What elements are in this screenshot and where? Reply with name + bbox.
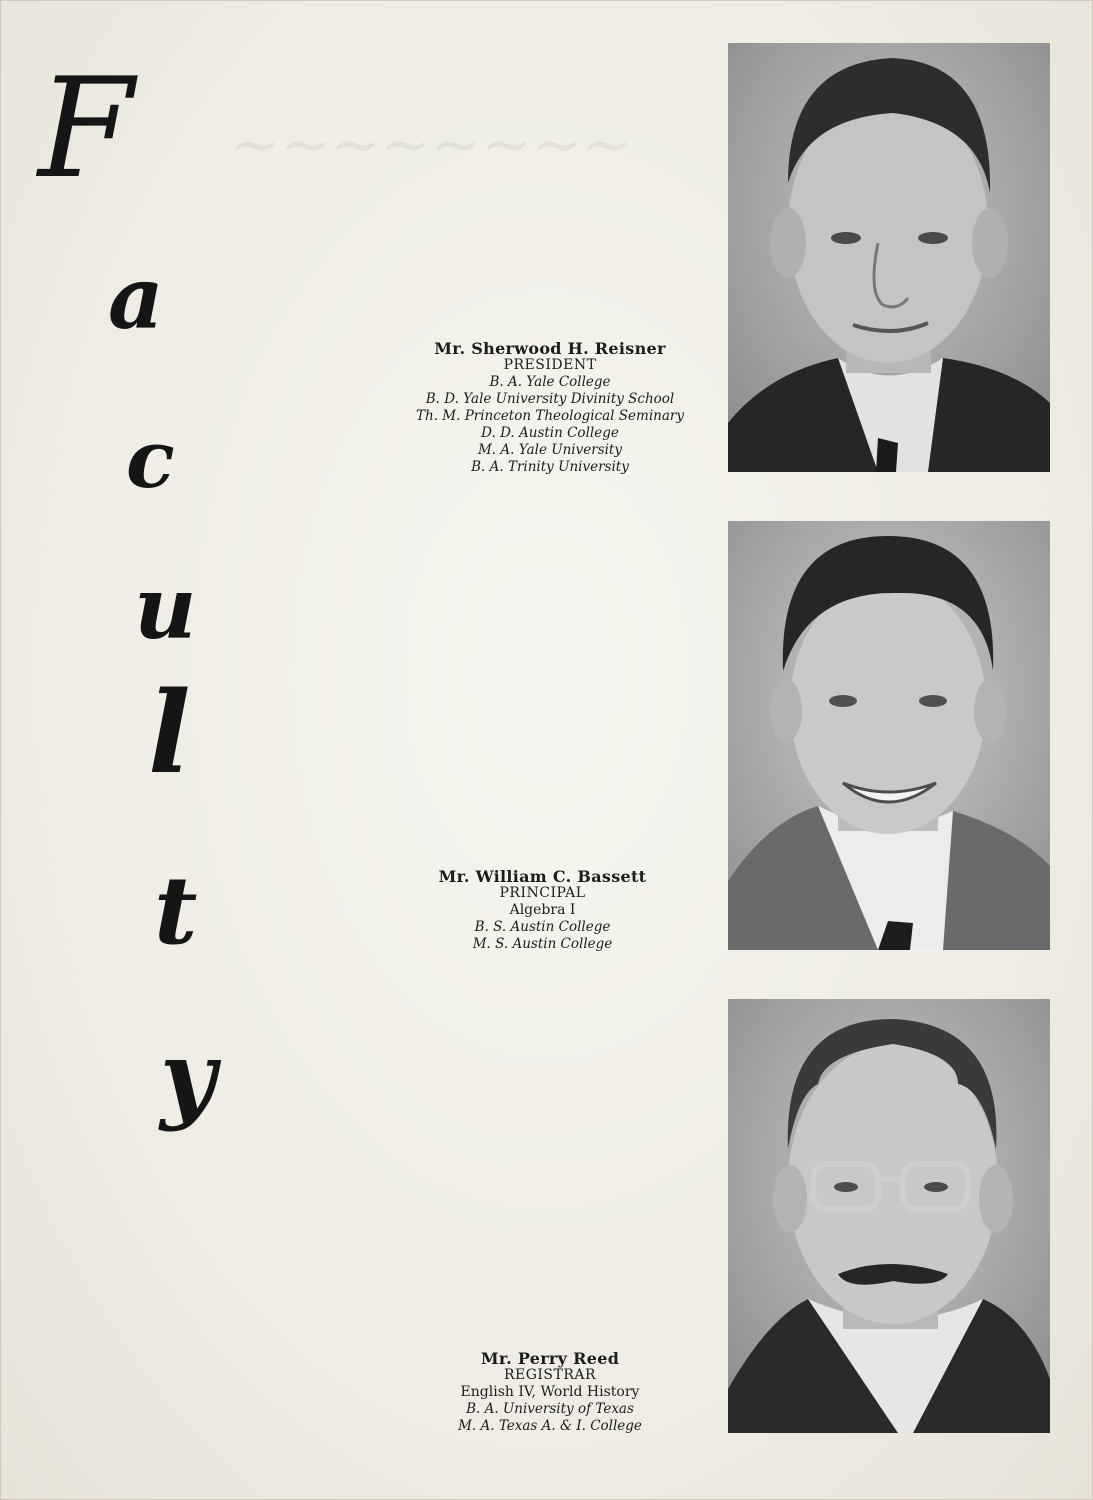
portrait-photo-reed [728,999,1050,1433]
bleed-through-texture: ~~~~~~~~ [230,110,633,180]
heading-letter: y [160,1020,216,1133]
faculty-title: PRINCIPAL [499,885,586,901]
faculty-degree: M. S. Austin College [472,936,613,952]
faculty-name: Mr. William C. Bassett [438,867,647,886]
portrait-photo-reisner [728,43,1050,472]
faculty-subject: English IV, World History [460,1384,640,1400]
heading-letter: u [134,558,197,659]
heading-letter: l [148,668,191,799]
faculty-heading [0,0,260,1500]
faculty-name: Mr. Perry Reed [480,1349,620,1368]
portrait-man-smiling-icon [728,521,1050,950]
faculty-degree: Th. M. Princeton Theological Seminary [416,408,684,424]
faculty-degree: B. A. University of Texas [466,1401,634,1417]
portrait-man-dark-suit-icon [728,43,1050,472]
heading-letter: t [154,856,198,966]
faculty-degree: D. D. Austin College [481,425,619,441]
heading-letter: F [38,48,130,209]
faculty-name: Mr. Sherwood H. Reisner [434,339,666,358]
portrait-photo-bassett [728,521,1050,950]
faculty-degree: B. S. Austin College [474,919,611,935]
heading-letter: a [108,248,164,349]
faculty-caption-bassett [400,868,685,953]
heading-letter: c [126,412,175,506]
faculty-degree: B. D. Yale University Divinity School [425,391,675,407]
portrait-man-glasses-icon [728,999,1050,1433]
faculty-degree: B. A. Trinity University [471,459,629,475]
faculty-title: REGISTRAR [503,1367,597,1383]
faculty-degree: M. A. Yale University [477,442,622,458]
faculty-degree: M. A. Texas A. & I. College [458,1418,642,1434]
faculty-subject: Algebra I [509,902,576,918]
faculty-caption-reed [400,1350,700,1435]
faculty-caption-reisner [385,340,715,476]
faculty-degree: B. A. Yale College [489,374,611,390]
faculty-title: PRESIDENT [503,357,597,373]
